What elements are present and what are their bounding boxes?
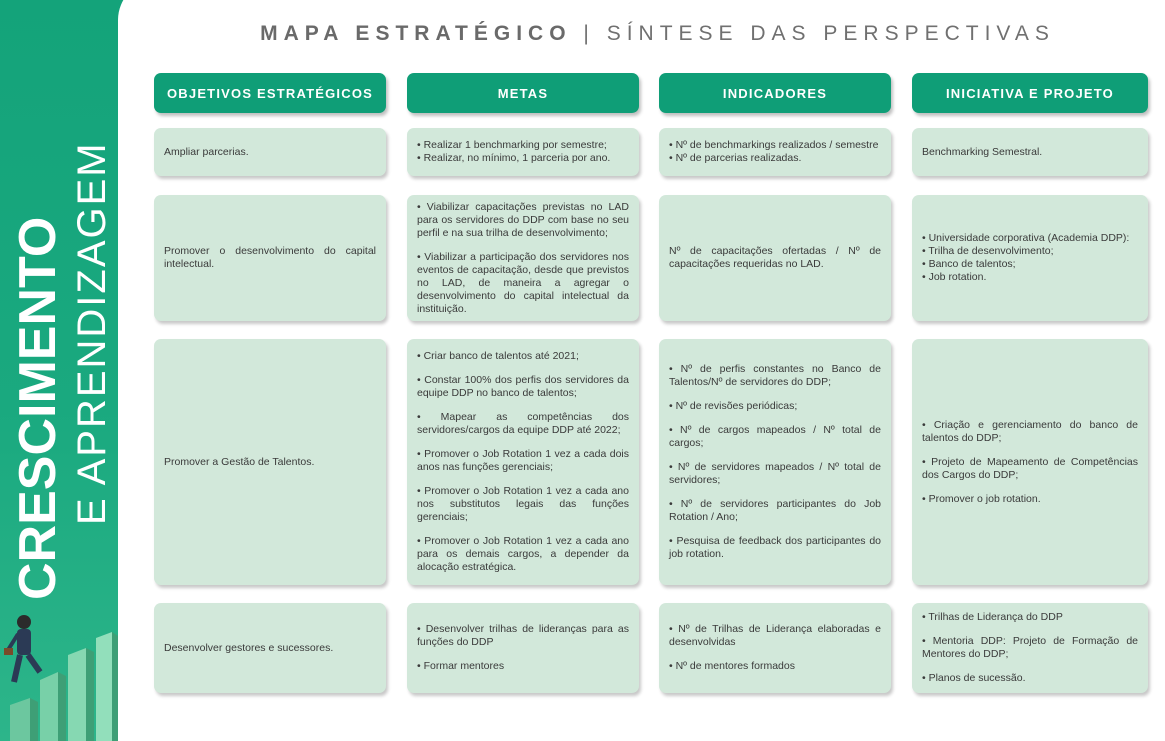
cell-text: • Mentoria DDP: Projeto de Formação de Mentores do DDP; — [922, 635, 1138, 660]
header-iniciativas: INICIATIVA E PROJETO — [912, 73, 1148, 113]
header-metas: METAS — [407, 73, 639, 113]
row3-iniciativas — [912, 339, 1148, 585]
cell-text: • Projeto de Mapeamento de Competências dos Cargos do DDP; — [922, 455, 1138, 481]
cell-text: • Mapear as competências dos servidores/cargos da equipe DDP até 2022; — [417, 411, 629, 436]
cell-text: • Planos de sucessão. — [922, 672, 1026, 684]
row2-metas — [407, 195, 639, 321]
cell-text: • Viabilizar capacitações previstas no LAD para os servidores do DDP com base no seu perfil e na sua trilha de desenvolvimento; — [417, 200, 629, 239]
sidebar-curve — [118, 0, 150, 741]
row4-iniciativas — [912, 603, 1148, 693]
cell-text: • Promover o Job Rotation 1 vez a cada ano nos substitutos legais das funções gerenciais; — [417, 485, 629, 523]
cell-text: • Criação e gerenciamento do banco de talentos do DDP; — [922, 418, 1138, 444]
sidebar-banner — [0, 0, 150, 741]
row1-indicadores — [659, 128, 891, 176]
row1-objetivo — [154, 128, 386, 176]
cell-text: • Promover o Job Rotation 1 vez a cada ano para os demais cargos, a depender da alocação estratégica. — [417, 535, 629, 573]
cell-text: Benchmarking Semestral. — [922, 145, 1043, 158]
row4-metas — [407, 603, 639, 693]
cell-text: • Nº de mentores formados — [669, 660, 795, 672]
title-main: MAPA ESTRATÉGICO — [260, 22, 572, 45]
row1-metas — [407, 128, 639, 176]
cell-text: • Constar 100% dos perfis dos servidores da equipe DDP no banco de talentos; — [417, 374, 629, 399]
cell-text: • Nº de parcerias realizadas. — [669, 152, 802, 164]
row2-indicadores — [659, 195, 891, 321]
cell-text: Ampliar parcerias. — [164, 145, 249, 158]
cell-text: • Banco de talentos; — [922, 258, 1016, 270]
man-climbing-bar-chart-icon — [0, 610, 120, 741]
cell-text: • Formar mentores — [417, 660, 505, 672]
cell-text: • Pesquisa de feedback dos participantes do job rotation. — [669, 535, 881, 560]
cell-text: • Promover o Job Rotation 1 vez a cada dois anos nas funções gerenciais; — [417, 448, 629, 473]
cell-text: Promover a Gestão de Talentos. — [164, 455, 315, 468]
row2-iniciativas — [912, 195, 1148, 321]
cell-text: • Desenvolver trilhas de lideranças para as funções do DDP — [417, 623, 629, 648]
page-title — [150, 22, 1165, 46]
row3-indicadores — [659, 339, 891, 585]
cell-text: • Realizar, no mínimo, 1 parceria por ano. — [417, 152, 611, 164]
cell-text: • Trilhas de Liderança do DDP — [922, 611, 1063, 623]
cell-text: • Realizar 1 benchmarking por semestre; — [417, 139, 607, 151]
row3-metas — [407, 339, 639, 585]
cell-text: Promover o desenvolvimento do capital intelectual. — [164, 245, 376, 270]
cell-text: • Nº de revisões periódicas; — [669, 400, 798, 412]
cell-text: • Viabilizar a participação dos servidores nos eventos de capacitação, desde que previstos no LAD, de maneira a agregar o desenvolvimento do capital intelectual da instituição. — [417, 250, 629, 315]
cell-text: • Promover o job rotation. — [922, 492, 1041, 505]
cell-text: • Criar banco de talentos até 2021; — [417, 350, 579, 362]
row4-objetivo — [154, 603, 386, 693]
header-indicadores: INDICADORES — [659, 73, 891, 113]
row2-objetivo — [154, 195, 386, 321]
cell-text: Nº de capacitações ofertadas / Nº de capacitações requeridas no LAD. — [669, 245, 881, 270]
row3-objetivo — [154, 339, 386, 585]
title-separator: | — [571, 22, 607, 45]
sidebar-title-crescimento: CRESCIMENTO — [9, 216, 67, 600]
row1-iniciativas — [912, 128, 1148, 176]
cell-text: • Nº de servidores mapeados / Nº total de servidores; — [669, 461, 881, 486]
cell-text: • Nº de Trilhas de Liderança elaboradas e desenvolvidas — [669, 623, 881, 648]
sidebar-title-aprendizagem: E APRENDIZAGEM — [70, 141, 114, 525]
cell-text: • Nº de benchmarkings realizados / semestre — [669, 139, 879, 151]
cell-text: • Trilha de desenvolvimento; — [922, 245, 1054, 257]
header-objetivos: OBJETIVOS ESTRATÉGICOS — [154, 73, 386, 113]
cell-text: • Job rotation. — [922, 271, 987, 283]
cell-text: • Nº de cargos mapeados / Nº total de cargos; — [669, 424, 881, 449]
cell-text: Desenvolver gestores e sucessores. — [164, 641, 334, 654]
cell-text: • Nº de perfis constantes no Banco de Talentos/Nº de servidores do DDP; — [669, 363, 881, 388]
row4-indicadores — [659, 603, 891, 693]
cell-text: • Universidade corporativa (Academia DDP): — [922, 232, 1130, 244]
cell-text: • Nº de servidores participantes do Job Rotation / Ano; — [669, 498, 881, 523]
title-sub: SÍNTESE DAS PERSPECTIVAS — [606, 22, 1055, 45]
